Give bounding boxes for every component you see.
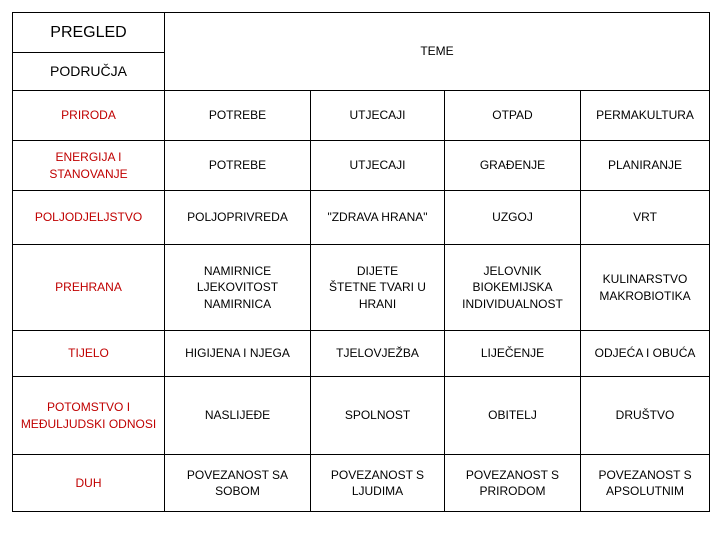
- area-cell: PRIRODA: [13, 91, 165, 141]
- topic-cell: JELOVNIK BIOKEMIJSKA INDIVIDUALNOST: [445, 245, 581, 331]
- topic-cell: DIJETE ŠTETNE TVARI U HRANI: [311, 245, 445, 331]
- topic-cell: HIGIJENA I NJEGA: [165, 331, 311, 377]
- topic-cell: TJELOVJEŽBA: [311, 331, 445, 377]
- topic-cell: "ZDRAVA HRANA": [311, 191, 445, 245]
- overview-table: [12, 12, 710, 512]
- topic-cell: UZGOJ: [445, 191, 581, 245]
- table-row: [13, 191, 710, 245]
- topic-cell: UTJECAJI: [311, 141, 445, 191]
- table-row: [13, 141, 710, 191]
- topic-cell: POTREBE: [165, 141, 311, 191]
- topic-cell: PLANIRANJE: [581, 141, 710, 191]
- topic-cell: POLJOPRIVREDA: [165, 191, 311, 245]
- topic-cell: POTREBE: [165, 91, 311, 141]
- topic-cell: NAMIRNICE LJEKOVITOST NAMIRNICA: [165, 245, 311, 331]
- topic-cell: PERMAKULTURA: [581, 91, 710, 141]
- table-row: [13, 331, 710, 377]
- topics-header: TEME: [165, 13, 710, 91]
- topic-cell: POVEZANOST S APSOLUTNIM: [581, 455, 710, 512]
- topic-cell: VRT: [581, 191, 710, 245]
- topic-cell: ODJEĆA I OBUĆA: [581, 331, 710, 377]
- topic-cell: OBITELJ: [445, 377, 581, 455]
- topic-cell: POVEZANOST SA SOBOM: [165, 455, 311, 512]
- table-row: [13, 245, 710, 331]
- header-row: [13, 13, 710, 91]
- topic-cell: DRUŠTVO: [581, 377, 710, 455]
- corner-cell: [13, 13, 165, 91]
- area-cell: POTOMSTVO I MEĐULJUDSKI ODNOSI: [13, 377, 165, 455]
- topic-cell: GRAĐENJE: [445, 141, 581, 191]
- topic-cell: UTJECAJI: [311, 91, 445, 141]
- table-row: [13, 91, 710, 141]
- areas-label: PODRUČJA: [49, 63, 127, 80]
- topic-cell: KULINARSTVO MAKROBIOTIKA: [581, 245, 710, 331]
- table-row: [13, 455, 710, 512]
- topic-cell: POVEZANOST S LJUDIMA: [311, 455, 445, 512]
- topic-cell: OTPAD: [445, 91, 581, 141]
- topic-cell: LIJEČENJE: [445, 331, 581, 377]
- topic-cell: NASLIJEĐE: [165, 377, 311, 455]
- area-cell: ENERGIJA I STANOVANJE: [13, 141, 165, 191]
- overview-title: PREGLED: [13, 13, 164, 53]
- topic-cell: SPOLNOST: [311, 377, 445, 455]
- area-cell: PREHRANA: [13, 245, 165, 331]
- topic-cell: POVEZANOST S PRIRODOM: [445, 455, 581, 512]
- area-cell: DUH: [13, 455, 165, 512]
- area-cell: POLJODJELJSTVO: [13, 191, 165, 245]
- table-row: [13, 377, 710, 455]
- area-cell: TIJELO: [13, 331, 165, 377]
